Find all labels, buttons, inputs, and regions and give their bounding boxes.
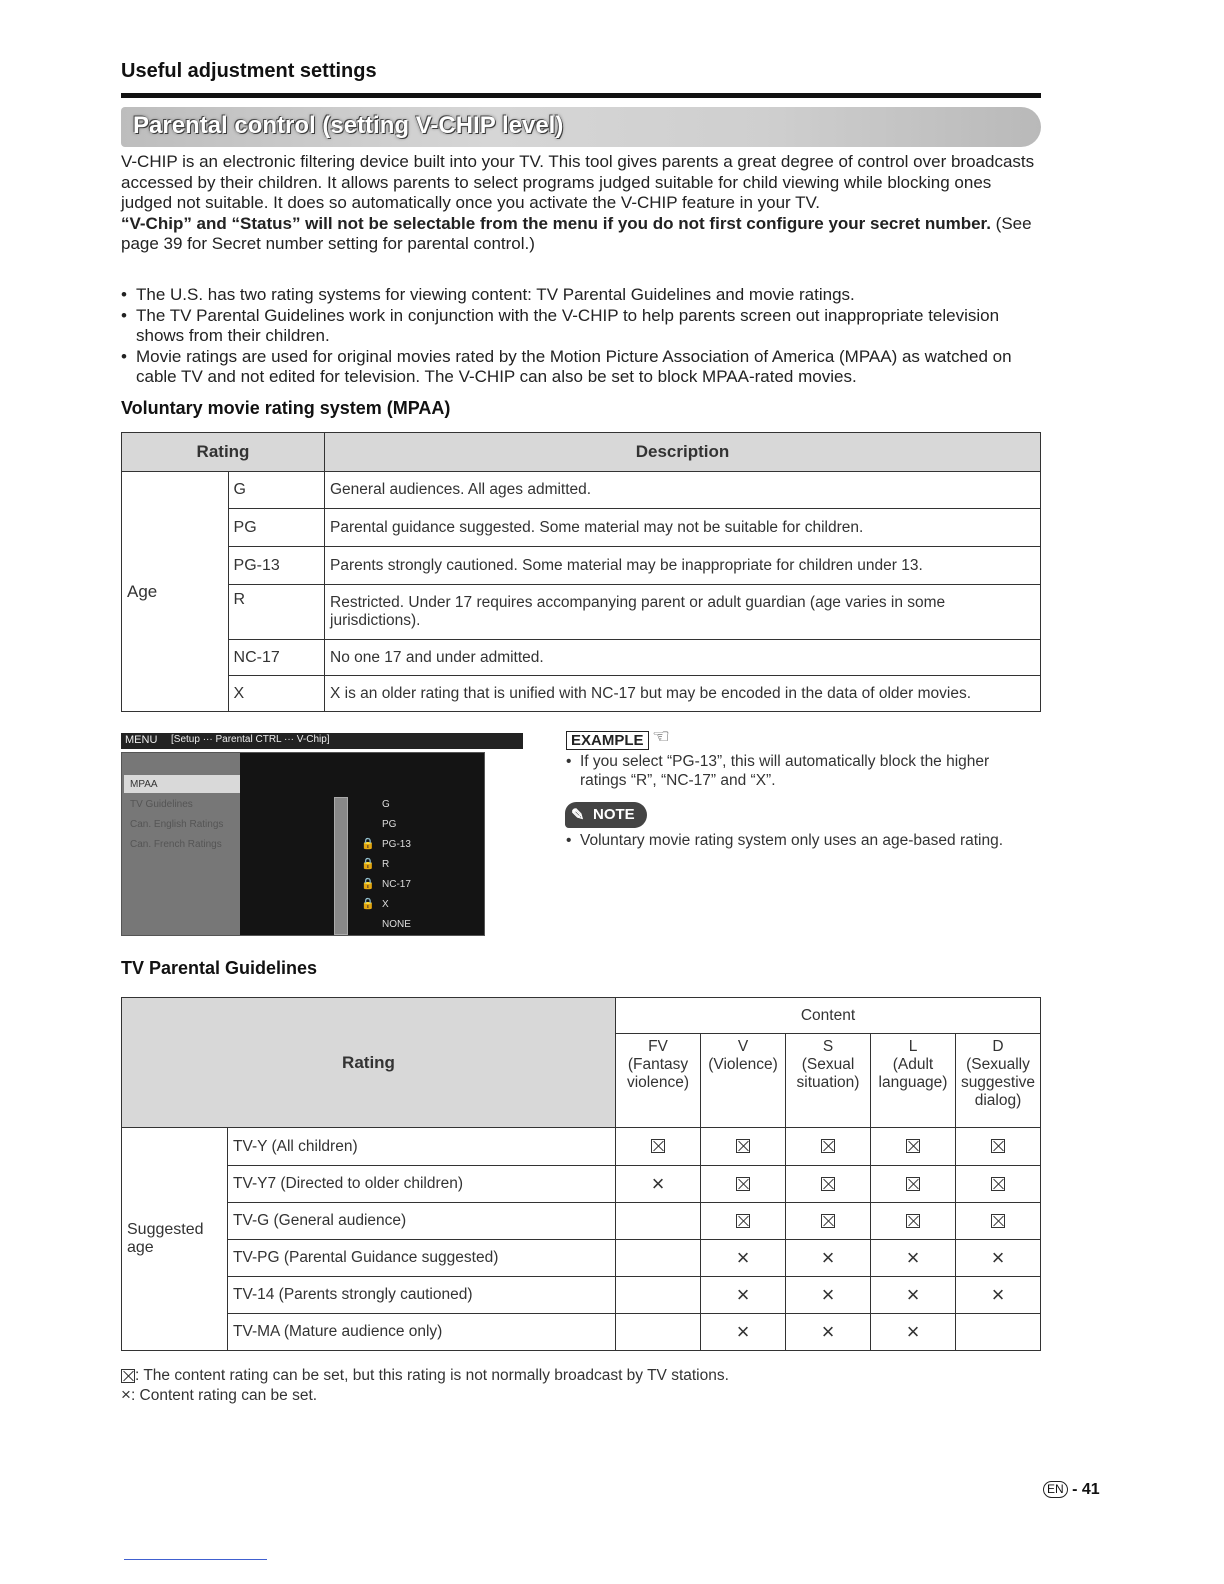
tvg-group-label: Suggested age [122,1128,228,1351]
tvg-column-header: FV (Fantasy violence) [616,1034,701,1128]
mpaa-description-header: Description [325,433,1041,472]
tvg-row-label: TV-MA (Mature audience only) [228,1314,616,1351]
tvg-rating-header: Rating [122,998,616,1128]
menu-option[interactable]: PG-13 [382,839,411,850]
mpaa-description: No one 17 and under admitted. [325,640,1041,676]
page-number [1043,1481,1100,1499]
menu-scrollbar[interactable] [334,797,348,935]
tvg-cell [701,1240,786,1277]
tvg-content-header: Content [616,998,1041,1034]
table-row [122,509,1041,547]
example-text: • If you select “PG-13”, this will automatically block the higher ratings “R”, “NC-17” and “X”. [566,753,990,789]
pencil-icon: ✎ [571,807,585,824]
tvg-column-header: V (Violence) [701,1034,786,1128]
lock-icon: 🔒 [361,858,375,870]
note-badge [565,802,647,828]
mpaa-table [121,432,1041,712]
lock-icon: 🔒 [361,878,375,890]
menu-option[interactable]: PG [382,819,397,830]
x-icon: × [906,1244,920,1270]
bullet-item: • Movie ratings are used for original movies rated by the Motion Picture Association of America (MPAA) as watched on cable TV and not edited for television. The V-CHIP can also be set to block MPAA-rated movies. [121,347,1051,388]
tvg-cell [871,1166,956,1203]
title-rule [121,93,1041,98]
menu-option[interactable]: NONE [382,919,411,930]
mpaa-description: General audiences. All ages admitted. [325,472,1041,509]
tvg-cell [701,1128,786,1166]
menu-option[interactable]: X [382,899,389,910]
tvg-cell [871,1240,956,1277]
tvg-cell [616,1166,701,1203]
table-row [122,1240,1041,1277]
lock-icon: 🔒 [361,898,375,910]
boxed-x-icon [121,1369,135,1383]
tv-guidelines-table [121,997,1041,1351]
intro-warning: “V-Chip” and “Status” will not be selectable from the menu if you do not first configure your secret number. [121,213,991,233]
menu-item-tv-guidelines[interactable]: TV Guidelines [130,799,193,810]
tvg-row-label: TV-14 (Parents strongly cautioned) [228,1277,616,1314]
tvg-cell [786,1166,871,1203]
tvg-cell [956,1277,1041,1314]
language-badge: EN [1043,1481,1068,1498]
table-row [122,585,1041,640]
x-icon: × [906,1318,920,1344]
tvg-cell [616,1240,701,1277]
mpaa-description: Parents strongly cautioned. Some material may be inappropriate for children under 13. [325,547,1041,585]
table-row [122,1277,1041,1314]
table-row [122,676,1041,712]
tvg-cell [786,1240,871,1277]
mpaa-code: PG [228,509,324,547]
boxed-x-icon [991,1177,1005,1191]
x-icon: × [821,1244,835,1270]
x-icon: × [906,1281,920,1307]
menu-item-mpaa[interactable]: MPAA [130,779,158,790]
table-row [122,472,1041,509]
info-bullets [121,285,1051,388]
example-bullet: If you select “PG-13”, this will automatically block the higher ratings “R”, “NC-17” and “X”. [580,753,990,789]
table-row [122,1128,1041,1166]
mpaa-code: X [228,676,324,712]
tvg-cell [956,1203,1041,1240]
note-text: • Voluntary movie rating system only uses an age-based rating. [566,832,1004,849]
boxed-x-icon [821,1214,835,1228]
note-label: NOTE [593,806,635,823]
table-row [122,1166,1041,1203]
boxed-x-icon [736,1177,750,1191]
lock-icon: 🔒 [361,838,375,850]
mpaa-code: R [228,585,324,640]
intro-reference: (See page 39 for Secret number setting for parental control.) [121,213,1032,253]
boxed-x-icon [906,1177,920,1191]
table-row [122,1314,1041,1351]
boxed-x-icon [991,1214,1005,1228]
x-icon: × [821,1281,835,1307]
footer-rule [124,1559,267,1560]
mpaa-description: X is an older rating that is unified with NC-17 but may be encoded in the data of older movies. [325,676,1041,712]
tvg-cell [616,1277,701,1314]
x-icon: × [991,1281,1005,1307]
mpaa-code: PG-13 [228,547,324,585]
tvg-row-label: TV-PG (Parental Guidance suggested) [228,1240,616,1277]
mpaa-header-row [122,433,1041,472]
mpaa-description: Restricted. Under 17 requires accompanying parent or adult guardian (age varies in some jurisdictions). [325,585,1041,640]
menu-option[interactable]: NC-17 [382,879,411,890]
pointing-hand-icon: ☜ [652,726,670,748]
tvg-cell [871,1277,956,1314]
section-title: Useful adjustment settings [121,60,377,82]
tvg-cell [871,1128,956,1166]
menu-item-can-french[interactable]: Can. French Ratings [130,839,222,850]
tvg-cell [956,1314,1041,1351]
tvg-cell [956,1240,1041,1277]
x-icon: × [651,1170,665,1196]
tvg-cell [701,1203,786,1240]
boxed-x-icon [821,1139,835,1153]
table-row [122,547,1041,585]
tvg-row-label: TV-Y7 (Directed to older children) [228,1166,616,1203]
mpaa-heading: Voluntary movie rating system (MPAA) [121,398,451,418]
boxed-x-icon [906,1139,920,1153]
menu-path: [Setup ··· Parental CTRL ··· V-Chip] [171,734,330,745]
table-row [122,1203,1041,1240]
tvg-cell [701,1314,786,1351]
tvg-cell [871,1314,956,1351]
tvg-cell [786,1128,871,1166]
tvg-cell [956,1128,1041,1166]
tv-guidelines-heading: TV Parental Guidelines [121,958,318,978]
intro-paragraph [121,152,1041,255]
tvg-row-label: TV-Y (All children) [228,1128,616,1166]
table-row [122,640,1041,676]
x-icon: × [736,1318,750,1344]
x-icon: × [821,1318,835,1344]
page-number-text: - 41 [1072,1481,1100,1498]
boxed-x-icon [651,1139,665,1153]
tvg-cell [871,1203,956,1240]
legend-box-text: : The content rating can be set, but this rating is not normally broadcast by TV stations. [135,1367,729,1384]
tvg-cell [701,1166,786,1203]
tvg-cell [786,1314,871,1351]
page-title: Parental control (setting V-CHIP level) [133,112,564,139]
boxed-x-icon [906,1214,920,1228]
tvg-column-header: S (Sexual situation) [786,1034,871,1128]
x-icon: × [121,1385,131,1404]
menu-panel [121,752,485,936]
boxed-x-icon [821,1177,835,1191]
note-bullet: Voluntary movie rating system only uses an age-based rating. [580,832,1004,849]
tvg-cell [616,1314,701,1351]
menu-label: MENU [125,734,158,746]
x-icon: × [736,1281,750,1307]
page-banner [121,107,1041,147]
x-icon: × [736,1244,750,1270]
tvg-cell [616,1203,701,1240]
tvg-cell [616,1128,701,1166]
menu-bar [121,733,523,749]
tvg-header-row [122,998,1041,1034]
menu-option[interactable]: R [382,859,390,870]
tvg-cell [786,1203,871,1240]
legend [121,1366,729,1405]
boxed-x-icon [736,1139,750,1153]
menu-item-can-english[interactable]: Can. English Ratings [130,819,224,830]
intro-text: V-CHIP is an electronic filtering device built into your TV. This tool gives parents a great degree of control over broadcasts accessed by their children. It allows parents to select programs judged suitable for child viewing while blocking ones judged not suitable. It does so automatically once you activate the V-CHIP feature in your TV. [121,152,1035,212]
tvg-row-label: TV-G (General audience) [228,1203,616,1240]
menu-sidebar [122,753,240,935]
boxed-x-icon [736,1214,750,1228]
tvg-column-header: D (Sexually suggestive dialog) [956,1034,1041,1128]
bullet-item: • The TV Parental Guidelines work in conjunction with the V-CHIP to help parents screen out inappropriate television shows from their children. [121,306,1051,347]
boxed-x-icon [991,1139,1005,1153]
mpaa-rating-header: Rating [122,433,325,472]
mpaa-description: Parental guidance suggested. Some material may not be suitable for children. [325,509,1041,547]
tvg-cell [956,1166,1041,1203]
mpaa-code: NC-17 [228,640,324,676]
example-label: EXAMPLE [566,731,649,750]
tvg-column-header: L (Adult language) [871,1034,956,1128]
x-icon: × [991,1244,1005,1270]
legend-x-text: : Content rating can be set. [130,1387,318,1404]
tvg-cell [786,1277,871,1314]
mpaa-age-label: Age [122,472,229,712]
tvg-cell [701,1277,786,1314]
menu-option[interactable]: G [382,799,390,810]
mpaa-code: G [228,472,324,509]
bullet-item: • The U.S. has two rating systems for viewing content: TV Parental Guidelines and movie ratings. [121,285,1051,306]
